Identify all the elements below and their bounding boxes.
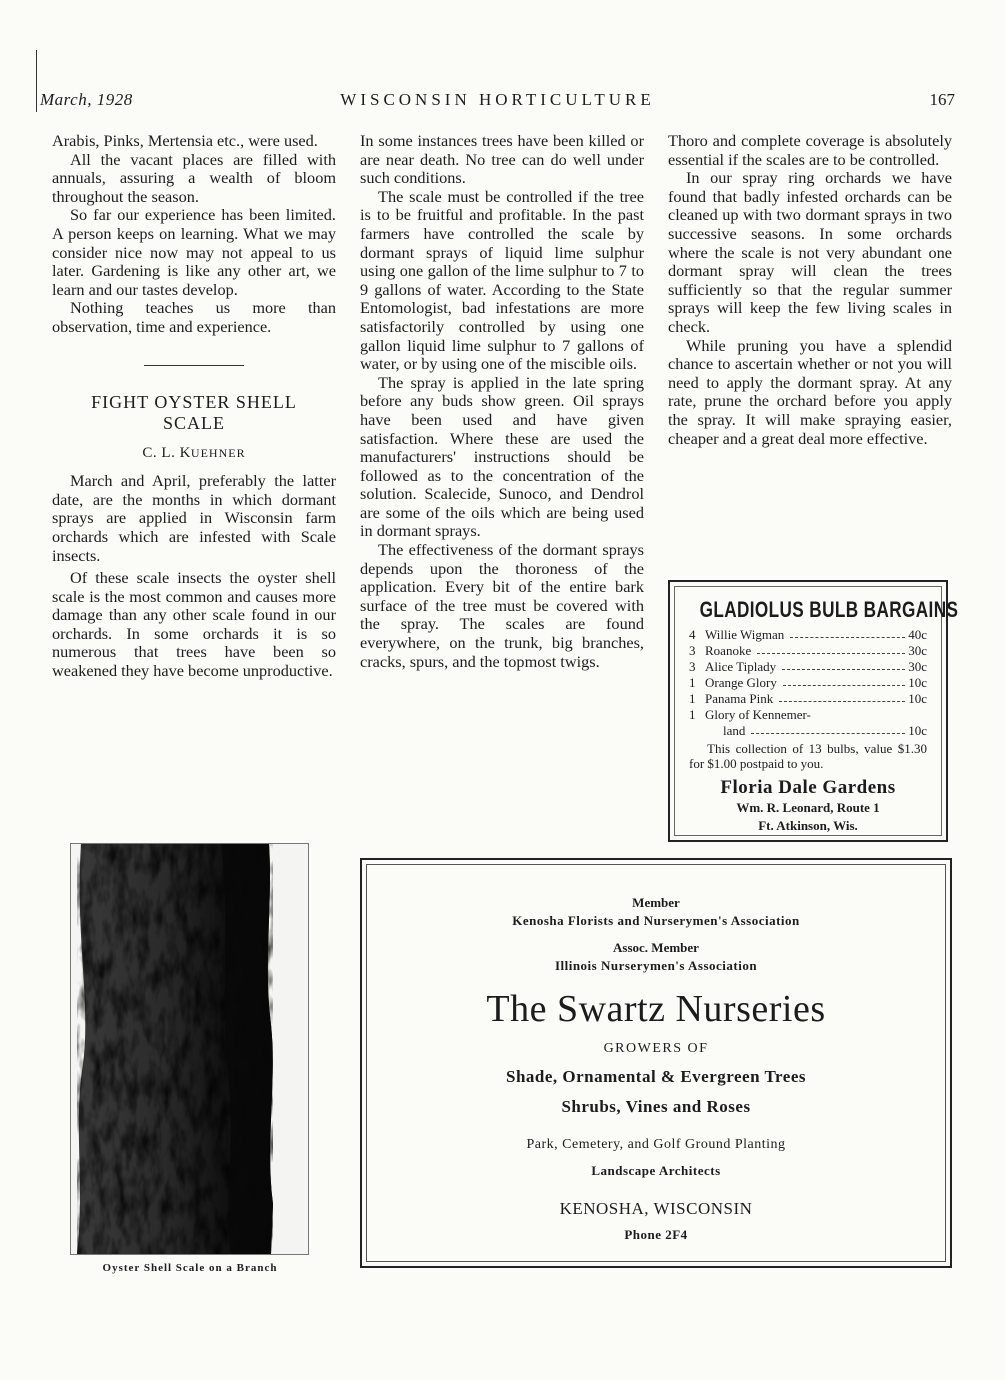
assoc-member-organization: Illinois Nurserymen's Association <box>554 958 758 973</box>
column-2 <box>360 132 644 671</box>
bulb-item <box>689 707 927 723</box>
paragraph: The scale must be controlled if the tree is to be fruitful and profitable. In the past farmers have controlled the scale by dormant sprays of liquid lime sulphur using one gallon of the lime sulphur to 7 to 9 gallons of water. According to the State Entomologist, bad infestations are more satisfactorily controlled by using one gallon liquid lime sulphur to 7 gallons of water, or by using one of the miscible oils. <box>360 186 644 374</box>
bulb-name: Willie Wigman <box>705 627 785 642</box>
bulb-price: 10c <box>908 691 927 706</box>
gladiolus-ad-inner <box>674 586 959 836</box>
paragraph: In our spray ring orchards we have found that badly infested orchards can be cleaned up with two dormant sprays in two successive seasons. In some orchards where the scale is not very abundant one dormant spray will clean the trees sufficiently so that the regular summer sprays will keep the few living scales in check. <box>668 168 952 336</box>
bulb-qty: 4 <box>689 627 696 642</box>
bulb-name: Roanoke <box>705 643 752 658</box>
nursery-phone: Phone 2F4 <box>624 1227 688 1242</box>
paragraph: All the vacant places are filled with annuals, assuring a wealth of bloom throughout the season. <box>52 149 336 206</box>
bulb-item <box>689 675 927 691</box>
leader-dots <box>757 643 905 654</box>
swartz-ad-inner <box>366 864 946 1262</box>
products-line: Shade, Ornamental & Evergreen Trees <box>505 1067 807 1086</box>
bulb-price: 30c <box>908 643 927 658</box>
bulb-qty: 1 <box>689 707 696 722</box>
leader-dots <box>779 691 905 702</box>
article-title <box>52 392 336 434</box>
column-3 <box>668 132 952 448</box>
bulb-price: 30c <box>908 659 927 674</box>
seller-address-line: Ft. Atkinson, Wis. <box>758 818 858 833</box>
swartz-nurseries-ad <box>360 858 952 1268</box>
nursery-location: KENOSHA, WISCONSIN <box>559 1199 753 1218</box>
bulb-name-continued: land <box>723 723 746 738</box>
bulb-item <box>689 627 927 643</box>
bulb-name: Orange Glory <box>705 675 777 690</box>
article-author <box>52 444 336 463</box>
leader-dots <box>783 675 905 686</box>
author-initials: C. L. K <box>142 444 191 461</box>
column-1 <box>52 132 336 681</box>
leader-dots <box>790 627 905 638</box>
gladiolus-ad-title: GLADIOLUS BULB BARGAINS <box>699 597 959 622</box>
bulb-qty: 3 <box>689 659 696 674</box>
author-surname-rest: UEHNER <box>190 445 246 460</box>
paragraph: Nothing teaches us more than observation, time and experience. <box>52 298 336 336</box>
oyster-shell-scale-photo <box>70 843 309 1255</box>
paragraph: The spray is applied in the late spring before any buds show green. Oil sprays have been used and have given satisfaction. Where these are used the manufacturers' instructions should be followed as to the concentration of the solution. Scalecide, Sunoco, and Dendrol are some of the oils which are being used in dormant sprays. <box>360 372 644 541</box>
services-line: Park, Cemetery, and Golf Ground Planting <box>526 1137 786 1152</box>
bulb-price: 10c <box>908 675 927 690</box>
bulb-price: 40c <box>908 627 927 642</box>
paragraph: In some instances trees have been killed or are near death. No tree can do well under such conditions. <box>360 131 644 188</box>
gladiolus-ad <box>668 580 959 842</box>
article-title-line: FIGHT OYSTER SHELL <box>91 391 297 412</box>
collection-note: This collection of 13 bulbs, value $1.30 for $1.00 postpaid to you. <box>689 741 927 771</box>
seller-address-line: Wm. R. Leonard, Route 1 <box>736 800 880 815</box>
seller-name: Floria Dale Gardens <box>720 777 896 798</box>
paragraph: Arabis, Pinks, Mertensia etc., were used. <box>52 131 318 150</box>
paragraph: So far our experience has been limited. A person keeps on learning. What we may consider nice now may not appeal to us later. Gardening is like any other art, we learn and our tastes develop. <box>52 205 336 299</box>
bulb-qty: 1 <box>689 691 696 706</box>
section-divider <box>144 365 244 366</box>
bulb-price: 10c <box>908 723 927 738</box>
bulb-qty: 1 <box>689 675 696 690</box>
paragraph: March and April, preferably the latter date, are the months in which dormant sprays are applied in Wisconsin farm orchards which are infested with Scale insects. <box>52 471 336 565</box>
paragraph: The effectiveness of the dormant sprays depends upon the thoroness of the application. Every bit of the entire bark surface of the tree must be covered with the spray. The scales are found everywhere, on the trunk, big branches, cracks, spurs, and the topmost twigs. <box>360 540 644 671</box>
photo-caption: Oyster Shell Scale on a Branch <box>102 1262 278 1274</box>
bulb-item <box>689 643 927 659</box>
journal-title: WISCONSIN HORTICULTURE <box>340 90 655 109</box>
services-line: Landscape Architects <box>591 1163 721 1178</box>
page-number: 167 <box>929 90 955 109</box>
bulb-name: Alice Tiplady <box>705 659 777 674</box>
leader-dots <box>751 723 905 734</box>
paragraph: While pruning you have a splendid chance to ascertain whether or not you will need to apply the dormant spray. At any rate, prune the orchard before you apply the spray. It will make spraying easier, cheaper and a great deal more effective. <box>668 335 952 448</box>
bulb-name: Panama Pink <box>705 691 774 706</box>
assoc-member-label: Assoc. Member <box>613 940 699 955</box>
member-organization: Kenosha Florists and Nurserymen's Association <box>512 913 800 928</box>
bulb-item <box>689 691 927 707</box>
bulb-item <box>689 659 927 675</box>
bulb-qty: 3 <box>689 643 696 658</box>
bulb-name: Glory of Kennemer- <box>705 707 811 722</box>
leader-dots <box>782 659 905 670</box>
bulb-item-continued <box>689 723 927 739</box>
issue-date: March, 1928 <box>40 90 133 109</box>
page-header <box>40 90 955 114</box>
nursery-name: The Swartz Nurseries <box>486 988 826 1030</box>
member-label: Member <box>632 895 680 910</box>
paragraph: Thoro and complete coverage is absolutely essential if the scales are to be controlled. <box>668 131 952 169</box>
article-title-line: SCALE <box>162 412 225 433</box>
growers-of-label: GROWERS OF <box>603 1041 709 1056</box>
margin-rule <box>36 50 37 112</box>
paragraph: Of these scale insects the oyster shell scale is the most common and causes more damage than any other scale found in our orchards. In some orchards it is so numerous that trees have been so weakened they have become unproductive. <box>52 568 336 681</box>
products-line: Shrubs, Vines and Roses <box>561 1097 751 1116</box>
